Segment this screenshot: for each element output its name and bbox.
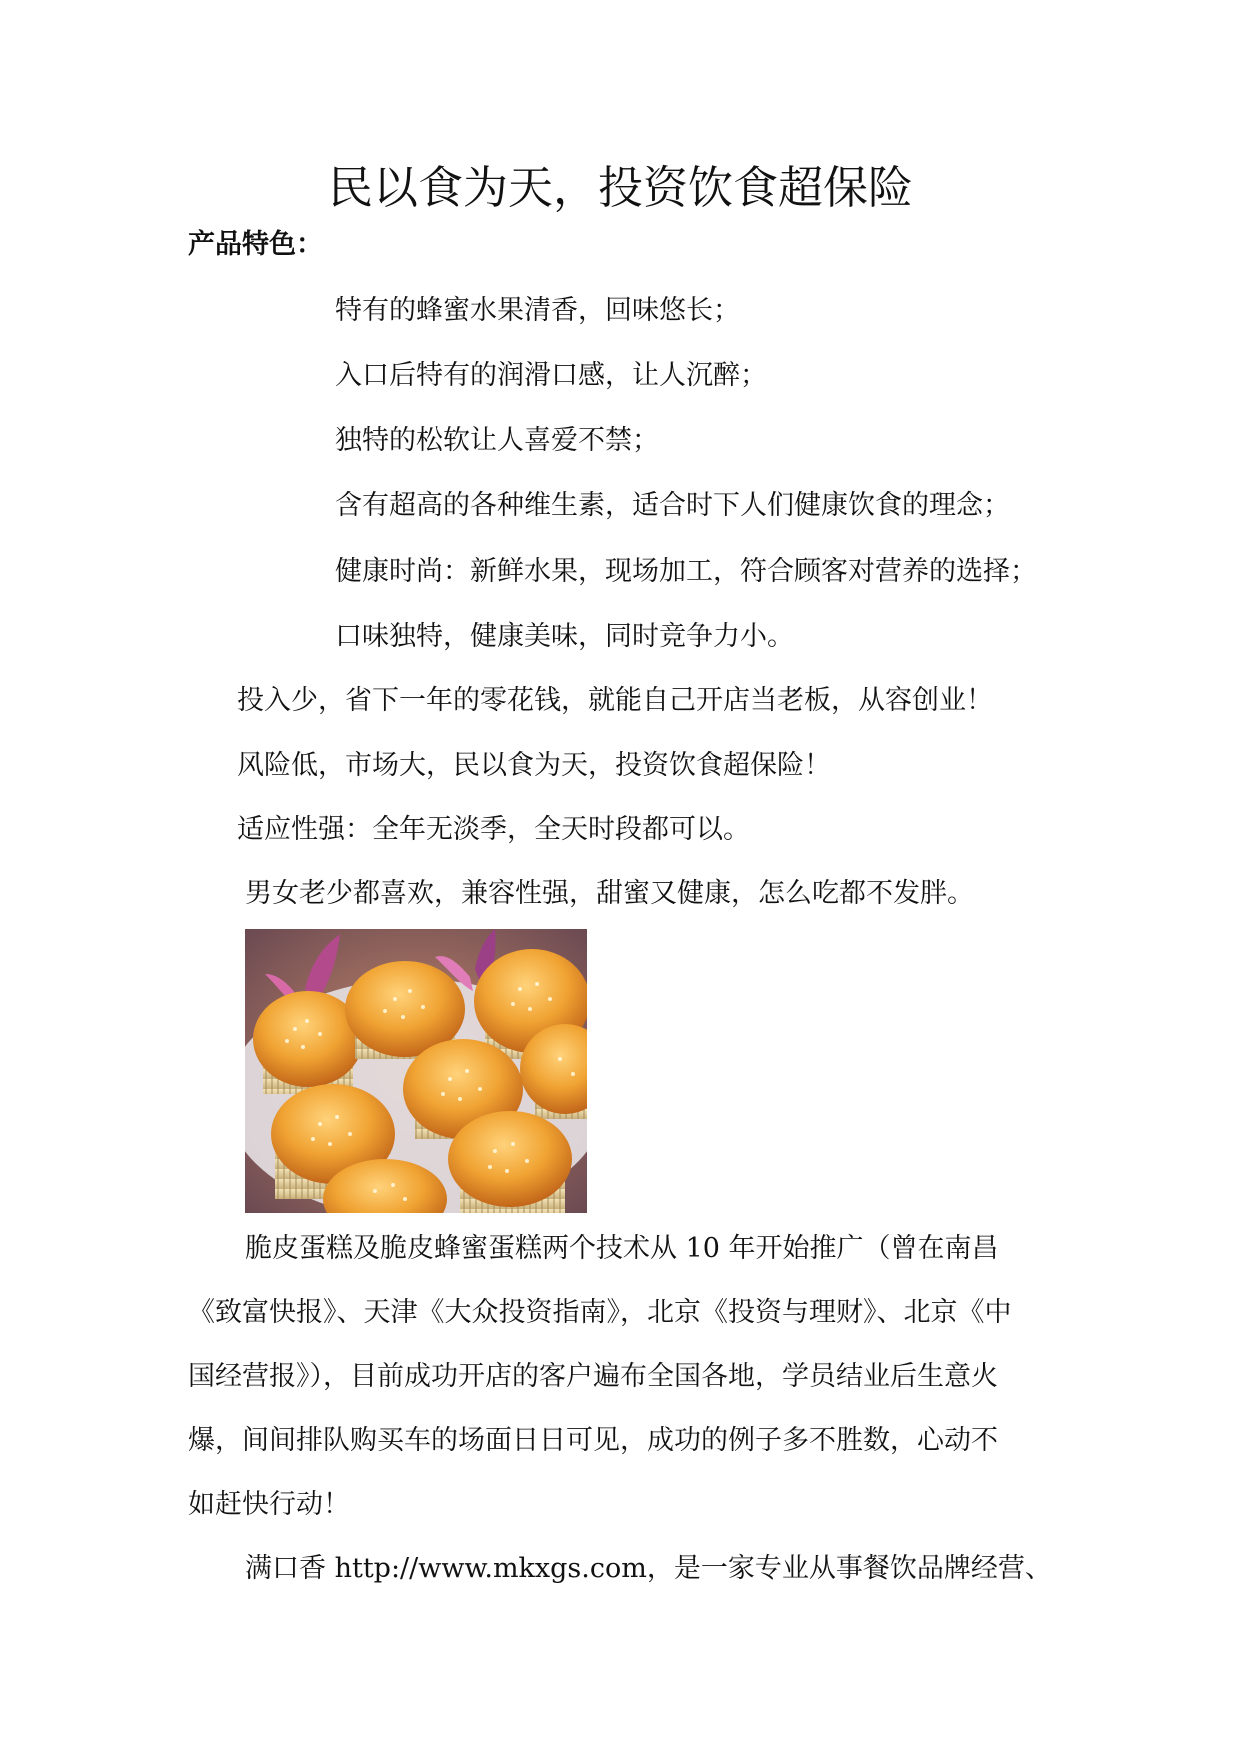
feature-line: 特有的蜂蜜水果清香，回味悠长； — [335, 295, 740, 326]
body-line: 国经营报》），目前成功开店的客户遍布全国各地，学员结业后生意火 — [188, 1361, 998, 1392]
body-line: 脆皮蛋糕及脆皮蜂蜜蛋糕两个技术从 10 年开始推广（曾在南昌 — [245, 1233, 999, 1264]
selling-point: 风险低，市场大，民以食为天，投资饮食超保险！ — [237, 750, 831, 781]
feature-line: 口味独特，健康美味，同时竞争力小。 — [335, 621, 794, 652]
closing-line: 满口香 http://www.mkxgs.com，是一家专业从事餐饮品牌经营、 — [245, 1553, 1052, 1584]
document-title: 民以食为天，投资饮食超保险 — [327, 161, 913, 214]
cupcake-photo — [245, 929, 587, 1213]
feature-line: 健康时尚：新鲜水果，现场加工，符合顾客对营养的选择； — [335, 556, 1037, 587]
selling-point: 投入少，省下一年的零花钱，就能自己开店当老板，从容创业！ — [237, 685, 993, 716]
section-label: 产品特色： — [188, 229, 323, 260]
selling-point: 适应性强：全年无淡季，全天时段都可以。 — [237, 814, 750, 845]
feature-line: 独特的松软让人喜爱不禁； — [335, 425, 659, 456]
selling-point: 男女老少都喜欢，兼容性强，甜蜜又健康，怎么吃都不发胖。 — [245, 878, 974, 909]
body-line: 爆，间间排队购买车的场面日日可见，成功的例子多不胜数，心动不 — [188, 1425, 998, 1456]
body-line: 《致富快报》、天津《大众投资指南》，北京《投资与理财》、北京《中 — [188, 1297, 1012, 1328]
feature-line: 入口后特有的润滑口感，让人沉醉； — [335, 360, 767, 391]
feature-line: 含有超高的各种维生素，适合时下人们健康饮食的理念； — [335, 490, 1010, 521]
body-line: 如赶快行动！ — [188, 1489, 350, 1520]
